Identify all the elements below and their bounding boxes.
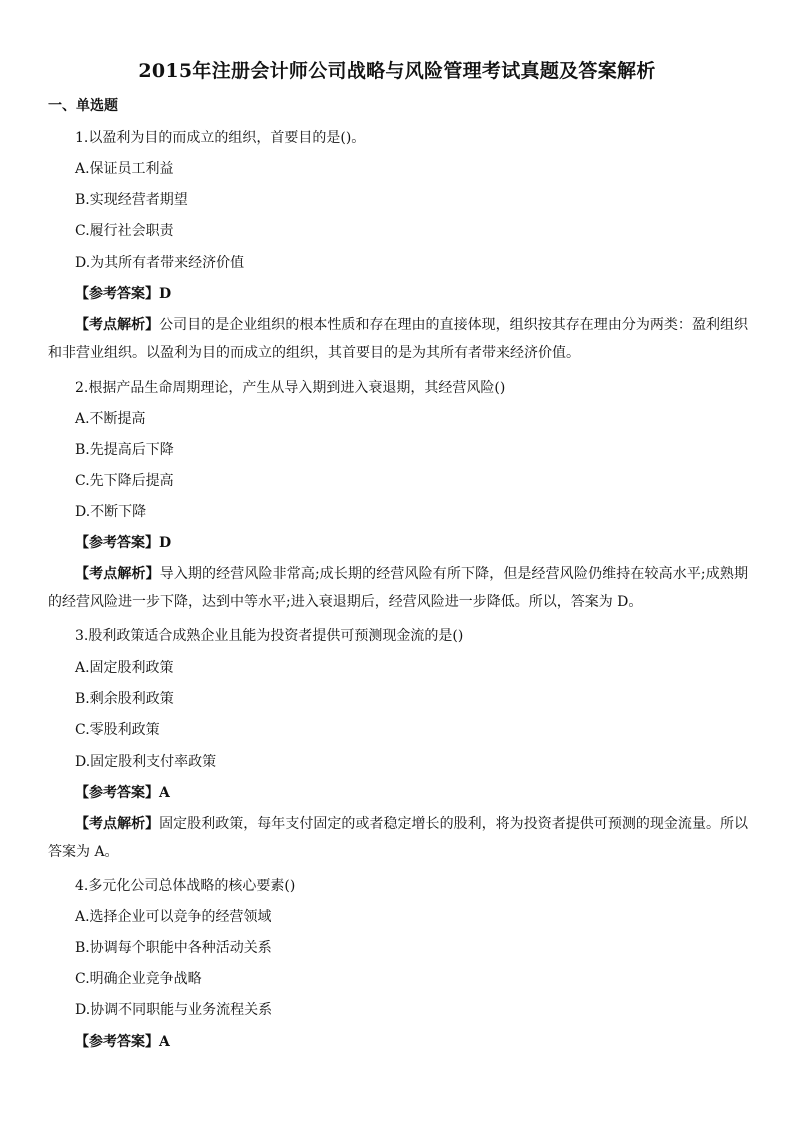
analysis-label: 【考点解析】 bbox=[75, 566, 160, 582]
answer-label: 【参考答案】 bbox=[75, 535, 159, 551]
question-2-analysis bbox=[48, 560, 748, 616]
question-2-answer bbox=[75, 534, 171, 552]
question-2-option-b: B.先提高后下降 bbox=[75, 442, 174, 458]
section-heading: 一、单选题 bbox=[48, 98, 118, 114]
page-title: 2015年注册会计师公司战略与风险管理考试真题及答案解析 bbox=[138, 60, 656, 82]
answer-value: D bbox=[159, 535, 172, 551]
question-4-stem: 4.多元化公司总体战略的核心要素() bbox=[75, 878, 296, 894]
answer-value: A bbox=[159, 785, 170, 801]
question-1-option-c: C.履行社会职责 bbox=[75, 223, 174, 239]
analysis-text: 导入期的经营风险非常高;成长期的经营风险有所下降，但是经营风险仍维持在较高水平;成熟期的经营风险进一步下降，达到中等水平;进入衰退期后，经营风险进一步降低。所以，答案为 D。 bbox=[48, 566, 749, 610]
question-1-stem: 1.以盈利为目的而成立的组织，首要目的是()。 bbox=[75, 130, 366, 146]
question-3-option-b: B.剩余股利政策 bbox=[75, 691, 174, 707]
analysis-label: 【考点解析】 bbox=[75, 317, 160, 333]
question-4-answer bbox=[75, 1033, 170, 1051]
question-3-analysis bbox=[48, 810, 748, 866]
answer-label: 【参考答案】 bbox=[75, 286, 159, 302]
question-1-answer bbox=[75, 285, 171, 303]
question-2-stem: 2.根据产品生命周期理论，产生从导入期到进入衰退期，其经营风险() bbox=[75, 380, 506, 396]
question-2-option-d: D.不断下降 bbox=[75, 504, 147, 520]
answer-label: 【参考答案】 bbox=[75, 1034, 159, 1050]
analysis-label: 【考点解析】 bbox=[75, 816, 160, 832]
question-1-option-b: B.实现经营者期望 bbox=[75, 192, 188, 208]
analysis-text: 固定股利政策，每年支付固定的或者稳定增长的股利，将为投资者提供可预测的现金流量。所以答案为 A。 bbox=[48, 816, 749, 860]
question-3-answer bbox=[75, 784, 170, 802]
question-2-option-c: C.先下降后提高 bbox=[75, 473, 174, 489]
analysis-text: 公司目的是企业组织的根本性质和存在理由的直接体现，组织按其存在理由分为两类：盈利组织和非营业组织。以盈利为目的而成立的组织，其首要目的是为其所有者带来经济价值。 bbox=[48, 317, 749, 361]
question-4-option-b: B.协调每个职能中各种活动关系 bbox=[75, 940, 272, 956]
question-1-option-d: D.为其所有者带来经济价值 bbox=[75, 255, 245, 271]
question-3-option-d: D.固定股利支付率政策 bbox=[75, 754, 217, 770]
answer-value: D bbox=[159, 286, 172, 302]
question-3-stem: 3.股利政策适合成熟企业且能为投资者提供可预测现金流的是() bbox=[75, 628, 464, 644]
question-4-option-a: A.选择企业可以竞争的经营领域 bbox=[75, 909, 272, 925]
question-4-option-d: D.协调不同职能与业务流程关系 bbox=[75, 1002, 273, 1018]
answer-label: 【参考答案】 bbox=[75, 785, 159, 801]
question-1-option-a: A.保证员工利益 bbox=[75, 161, 174, 177]
question-3-option-c: C.零股利政策 bbox=[75, 722, 160, 738]
question-2-option-a: A.不断提高 bbox=[75, 411, 146, 427]
question-3-option-a: A.固定股利政策 bbox=[75, 660, 174, 676]
question-4-option-c: C.明确企业竞争战略 bbox=[75, 971, 202, 987]
question-1-analysis bbox=[48, 311, 748, 367]
answer-value: A bbox=[159, 1034, 170, 1050]
